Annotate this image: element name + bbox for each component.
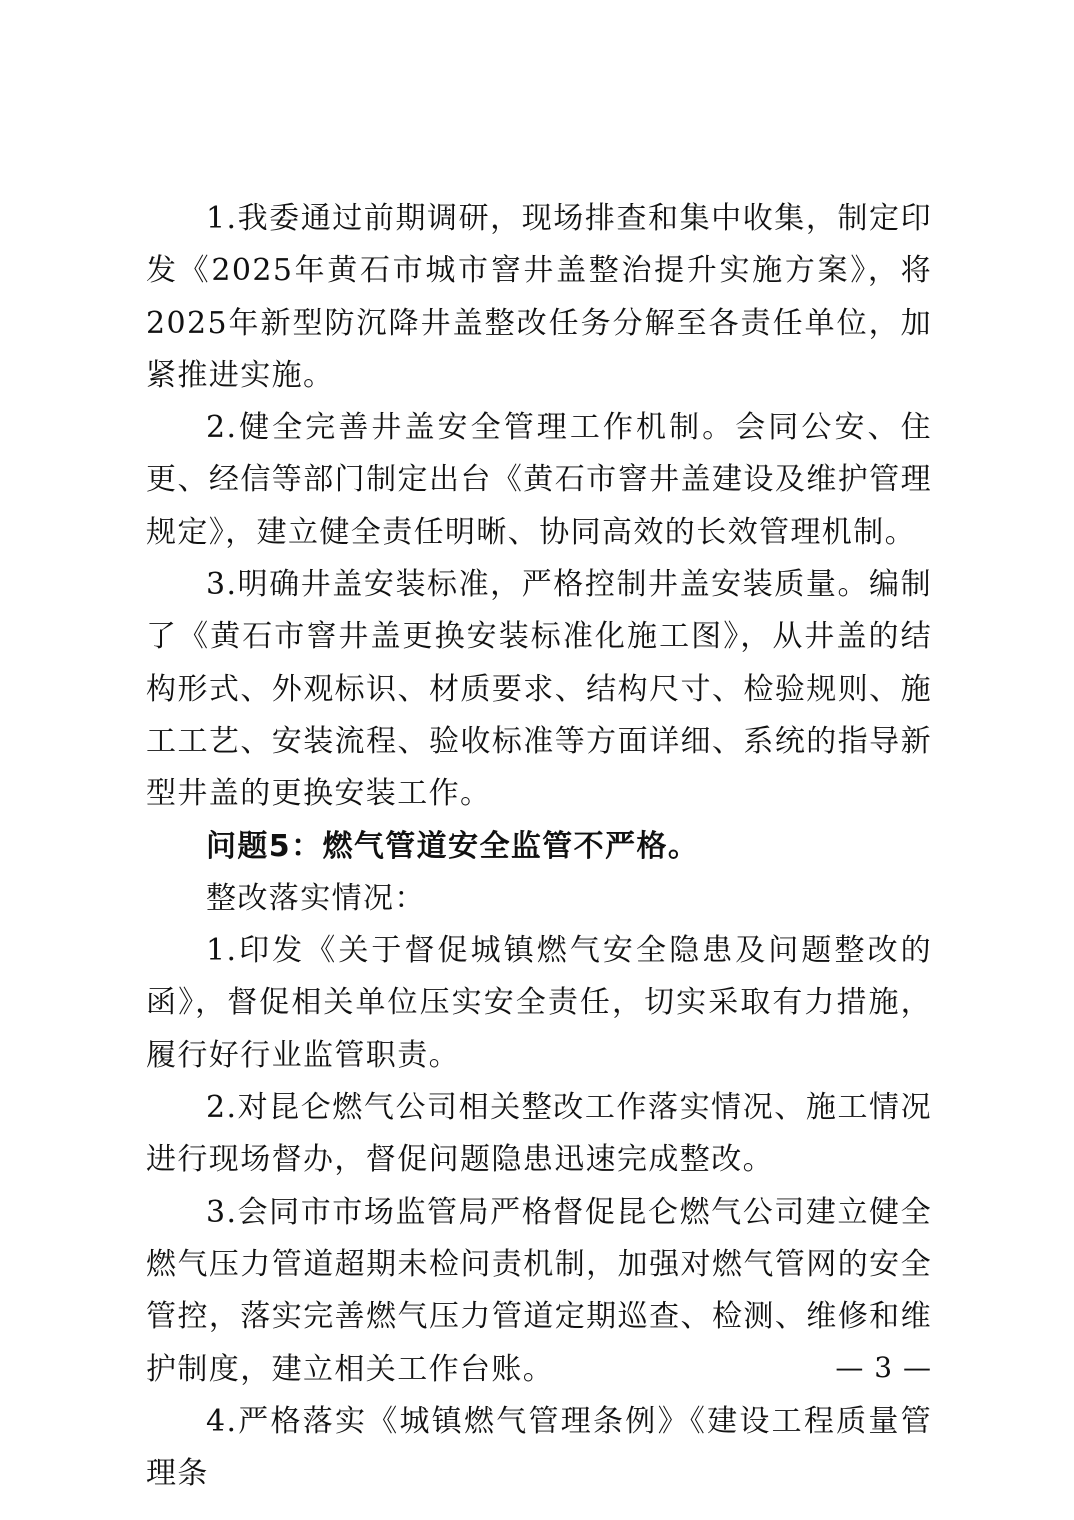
rectification-status-label: 整改落实情况： xyxy=(206,880,426,916)
page-number: — 3 — xyxy=(835,1351,932,1384)
paragraph-item-2: 2.健全完善井盖安全管理工作机制。会同公安、住更、经信等部门制定出台《黄石市窨井盖建设及维护管理规定》，建立健全责任明晰、协同高效的长效管理机制。 xyxy=(146,410,932,550)
paragraph-item-3: 3.明确井盖安装标准，严格控制井盖安装质量。编制了《黄石市窨井盖更换安装标准化施工图》，从井盖的结构形式、外观标识、材质要求、结构尺寸、检验规则、施工工艺、安装流程、验收标准等方面详细、系统的指导新型井盖的更换安装工作。 xyxy=(146,567,932,812)
rectification-item-2: 2.对昆仑燃气公司相关整改工作落实情况、施工情况进行现场督办，督促问题隐患迅速完成整改。 xyxy=(146,1090,932,1178)
rectification-item-1: 1.印发《关于督促城镇燃气安全隐患及问题整改的函》，督促相关单位压实安全责任，切实采取有力措施，履行好行业监管职责。 xyxy=(146,933,932,1073)
rectification-item-4: 4.严格落实《城镇燃气管理条例》《建设工程质量管理条 xyxy=(146,1403,932,1492)
rectification-item-3: 3.会同市市场监管局严格督促昆仑燃气公司建立健全燃气压力管道超期未检问责机制，加强对燃气管网的安全管控，落实完善燃气压力管道定期巡查、检测、维修和维护制度，建立相关工作台账。 xyxy=(146,1194,932,1387)
document-body xyxy=(146,193,932,1500)
paragraph-item-1: 1.我委通过前期调研，现场排查和集中收集，制定印发《2025年黄石市城市窨井盖整治提升实施方案》，将2025年新型防沉降井盖整改任务分解至各责任单位，加紧推进实施。 xyxy=(146,201,932,393)
issue-5-heading: 问题5：燃气管道安全监管不严格。 xyxy=(206,828,700,864)
